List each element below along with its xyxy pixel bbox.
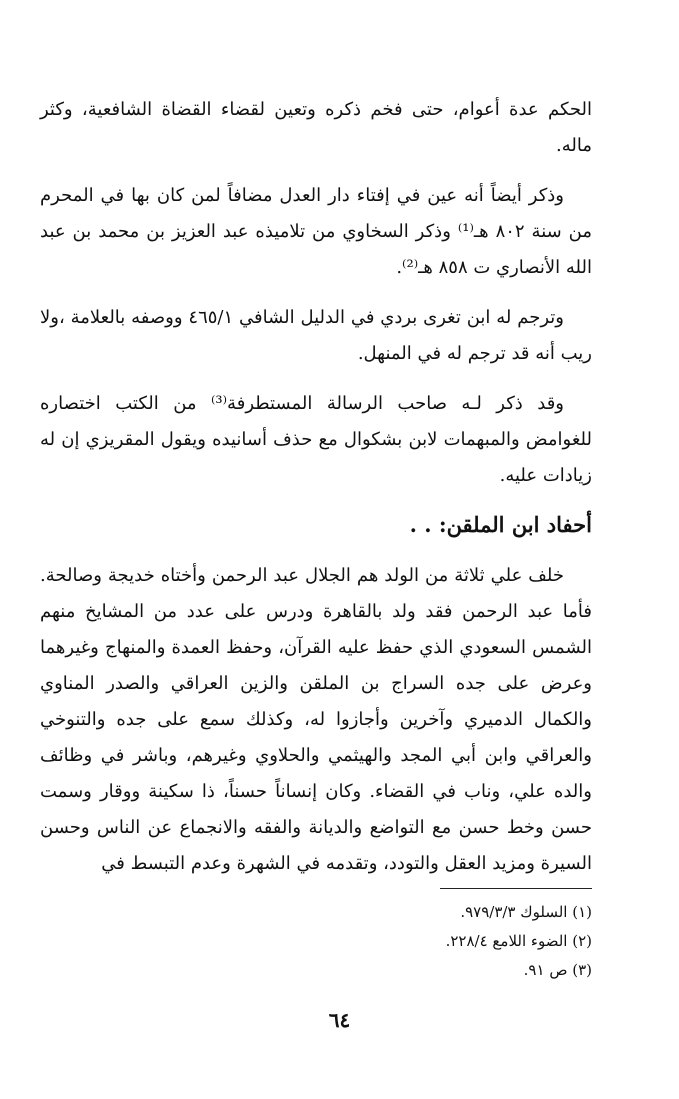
section-heading: أحفاد ابن الملقن: . .	[409, 512, 592, 537]
paragraph-risala-mustatrafa: وقد ذكر لـه صاحب الرسالة المستطرفة⁽³⁾ من الكتب اختصاره للغوامض والمبهمات لابن بشكوال مع حذف أسانيده ويقول المقريزي إن له زيادات عليه.	[40, 393, 592, 486]
footnote-3: (٣) ص ٩١.	[523, 961, 592, 979]
paragraph-continuation: الحكم عدة أعوام، حتى فخم ذكره وتعين لقضاء القضاة الشافعية، وكثر ماله.	[40, 99, 592, 156]
footnote-1: (١) السلوك ٩٧٩/٣/٣.	[460, 903, 592, 921]
paragraph-ifta-dar-al-adl: وذكر أيضاً أنه عين في إفتاء دار العدل مضافاً لمن كان بها في المحرم من سنة ٨٠٢ هـ⁽¹⁾ وذكر السخاوي من تلاميذه عبد العزيز بن محمد بن عبد الله الأنصاري ت ٨٥٨ هـ⁽²⁾.	[40, 185, 592, 278]
footnote-separator	[440, 888, 592, 889]
paragraph-descendants: خلف علي ثلاثة من الولد هم الجلال عبد الرحمن وأختاه خديجة وصالحة. فأما عبد الرحمن فقد ولد بالقاهرة ودرس على عدد من المشايخ منهم الشمس السعودي الذي حفظ عليه القرآن، وحفظ العمدة والمنهاج وغيرهما وعرض على جده السراج بن الملقن والزين العراقي والصدر المناوي والكمال الدميري وآخرين وأجازوا له، وكذلك سمع على جده والتنوخي والعراقي وابن أبي المجد والهيثمي والحلاوي وغيرهم، وباشر في وظائف والده علي، وناب في القضاء. وكان إنساناً حسناً، ذا سكينة ووقار وسمت حسن وخط حسن مع التواضع والديانة والفقه والانجماع عن الناس وحسن السيرة ومزيد العقل والتودد، وتقدمه في الشهرة وعدم التبسط في	[40, 565, 592, 874]
page-body	[40, 92, 592, 896]
paragraph-ibn-taghri-birdi: وترجم له ابن تغرى بردي في الدليل الشافي ٤٦٥/١ ووصفه بالعلامة ،ولا ريب أنه قد ترجم له في المنهل.	[40, 307, 592, 364]
page-number: ٦٤	[328, 1008, 351, 1032]
footnotes	[240, 898, 592, 985]
footnote-2: (٢) الضوء اللامع ٢٢٨/٤.	[445, 932, 592, 950]
